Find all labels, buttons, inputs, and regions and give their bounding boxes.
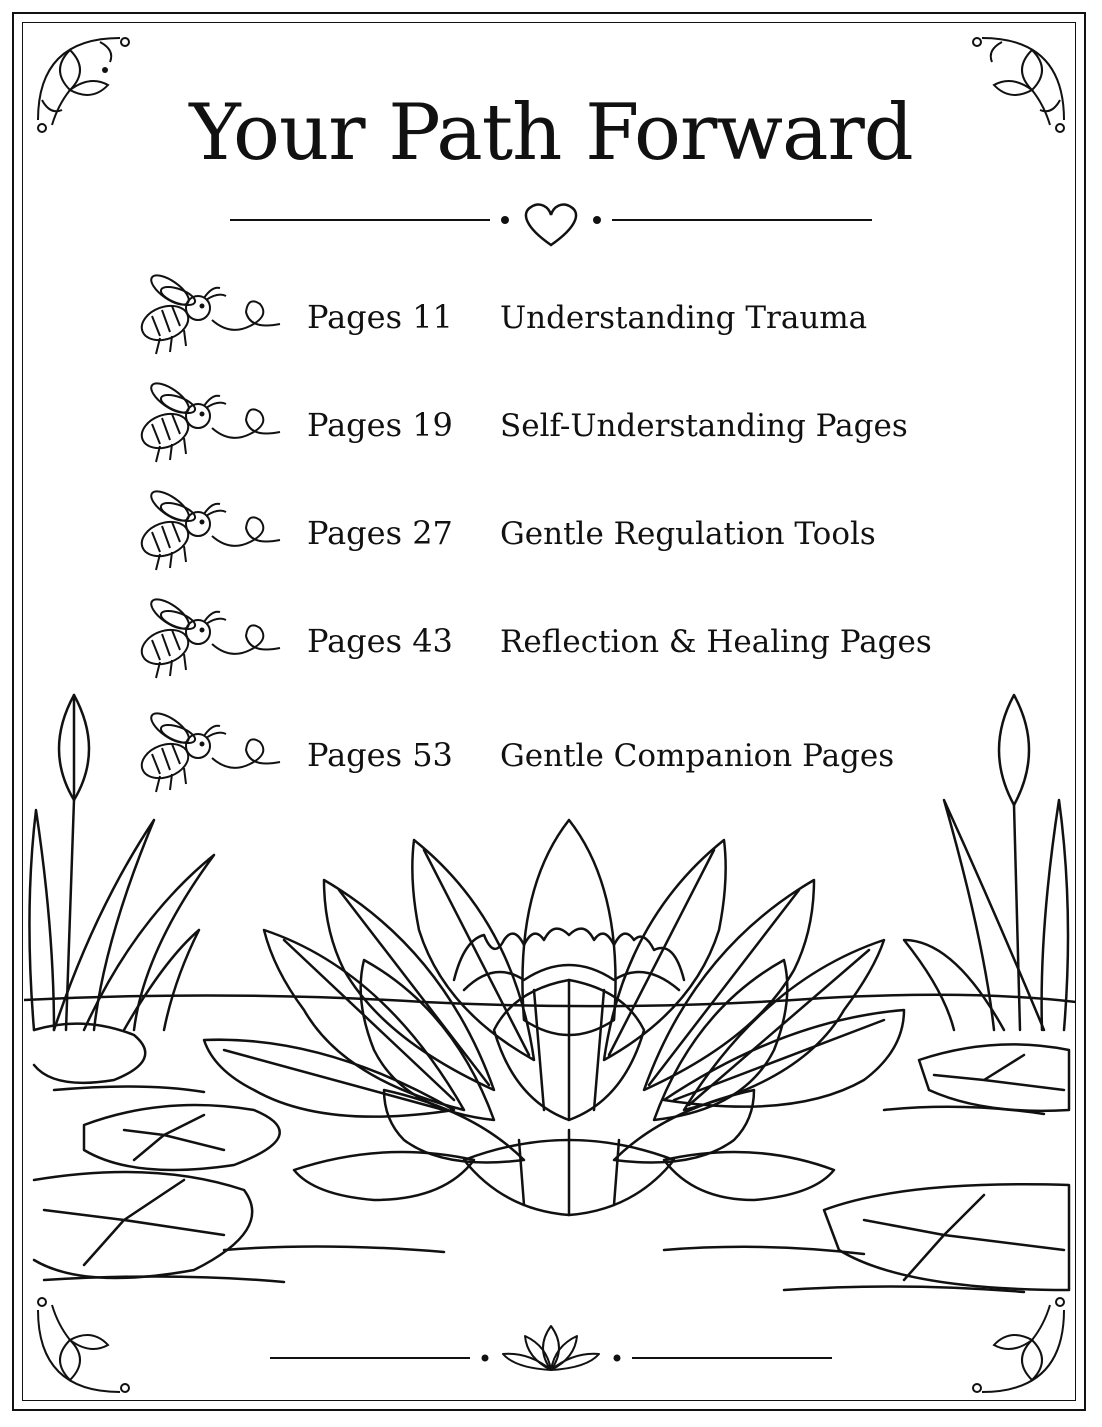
toc-topic: Reflection & Healing Pages [500, 624, 932, 660]
toc-topic: Gentle Regulation Tools [500, 516, 876, 552]
toc-page-number: Pages 53 [307, 736, 453, 774]
toc-page-number: Pages 27 [307, 514, 453, 552]
water-lily-illustration [24, 690, 1076, 1310]
page-title: Your Path Forward [189, 88, 913, 178]
heart-icon [526, 205, 576, 245]
toc-page-number: Pages 19 [307, 406, 453, 444]
toc-page-number: Pages 11 [307, 298, 453, 336]
toc-topic: Self-Understanding Pages [500, 408, 908, 444]
lotus-icon [503, 1326, 599, 1370]
lily-pad [34, 1172, 252, 1278]
lily-pad [84, 1105, 280, 1170]
lily-pad [824, 1184, 1069, 1290]
heart-divider [225, 195, 877, 255]
bee-icon [130, 376, 300, 476]
lily-pad [919, 1044, 1069, 1110]
toc-page-number: Pages 43 [307, 622, 453, 660]
lotus-petal [654, 960, 787, 1120]
bee-icon [130, 592, 300, 692]
toc-topic: Gentle Companion Pages [500, 738, 895, 774]
toc-topic: Understanding Trauma [500, 300, 868, 336]
bee-icon [130, 484, 300, 584]
bee-icon [130, 268, 300, 368]
lotus-bud [999, 695, 1029, 805]
lily-pad [34, 1024, 145, 1083]
lotus-divider [265, 1318, 837, 1378]
